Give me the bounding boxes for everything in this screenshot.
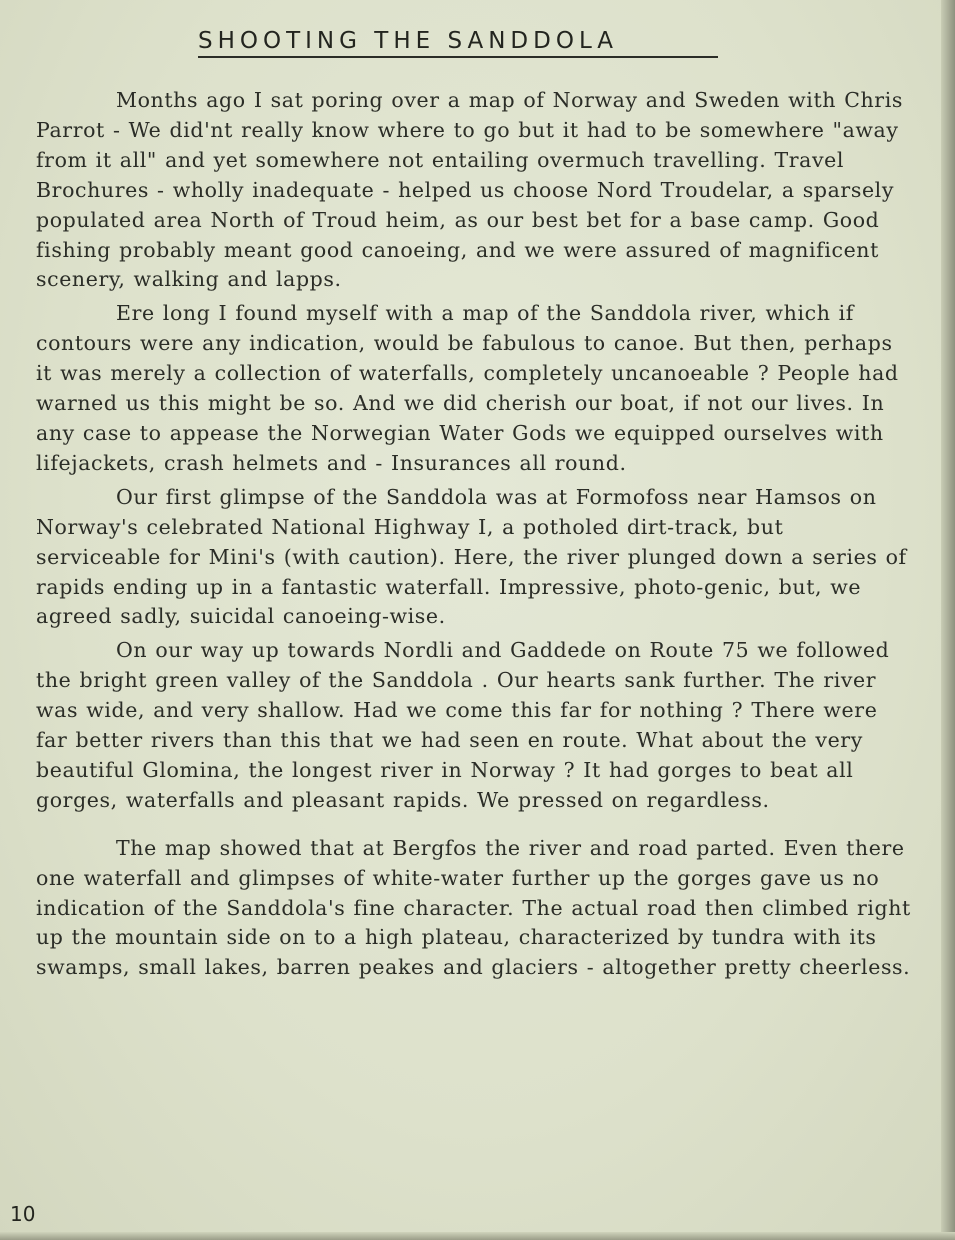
page-number: 10 [10, 1202, 36, 1226]
page-binding-edge [941, 0, 955, 1240]
paragraph-3: Our first glimpse of the Sanddola was at Formofoss near Hamsos on Norway's celebrated National Highway I, a potholed dirt-track, but serviceable for Mini's (with caution). Here, the river plunged down a series of rapids ending up in a fantastic waterfall. Impressive, photo-genic, but, we agreed sadly, suicidal canoeing-wise. [36, 484, 907, 629]
page-bottom-edge [0, 1232, 955, 1240]
paragraph-2: Ere long I found myself with a map of the Sanddola river, which if contours were any indication, would be fabulous to canoe. But then, perhaps it was merely a collection of waterfalls, completely uncanoeable ? People had warned us this might be so. And we did cherish our boat, if not our lives. In any case to appease the Norwegian Water Gods we equipped ourselves with lifejackets, crash helmets and - Insurances all round. [36, 301, 899, 475]
article-body [36, 86, 916, 983]
paragraph-5: The map showed that at Bergfos the river and road parted. Even there one waterfall and glimpses of white-water further up the gorges gave us no indication of the Sanddola's fine character. The actual road then climbed right up the mountain side on to a high plateau, characterized by tundra with its swamps, small lakes, barren peakes and glaciers - altogether pretty cheerless. [36, 835, 911, 980]
paragraph-4: On our way up towards Nordli and Gaddede on Route 75 we followed the bright green valley of the Sanddola . Our hearts sank further. The river was wide, and very shallow. Had we come this far for nothing ? There were far better rivers than this that we had seen en route. What about the very beautiful Glomina, the longest river in Norway ? It had gorges to beat all gorges, waterfalls and pleasant rapids. We pressed on regardless. [36, 638, 890, 812]
paragraph-1: Months ago I sat poring over a map of Norway and Sweden with Chris Parrot - We did'nt really know where to go but it had to be somewhere "away from it all" and yet somewhere not entailing overmuch travelling. Travel Brochures - wholly inadequate - helped us choose Nord Troudelar, a sparsely populated area North of Troud heim, as our best bet for a base camp. Good fishing probably meant good canoeing, and we were assured of magnificent scenery, walking and lapps. [36, 88, 903, 292]
page-title: SHOOTING THE SANDDOLA [198, 28, 718, 58]
